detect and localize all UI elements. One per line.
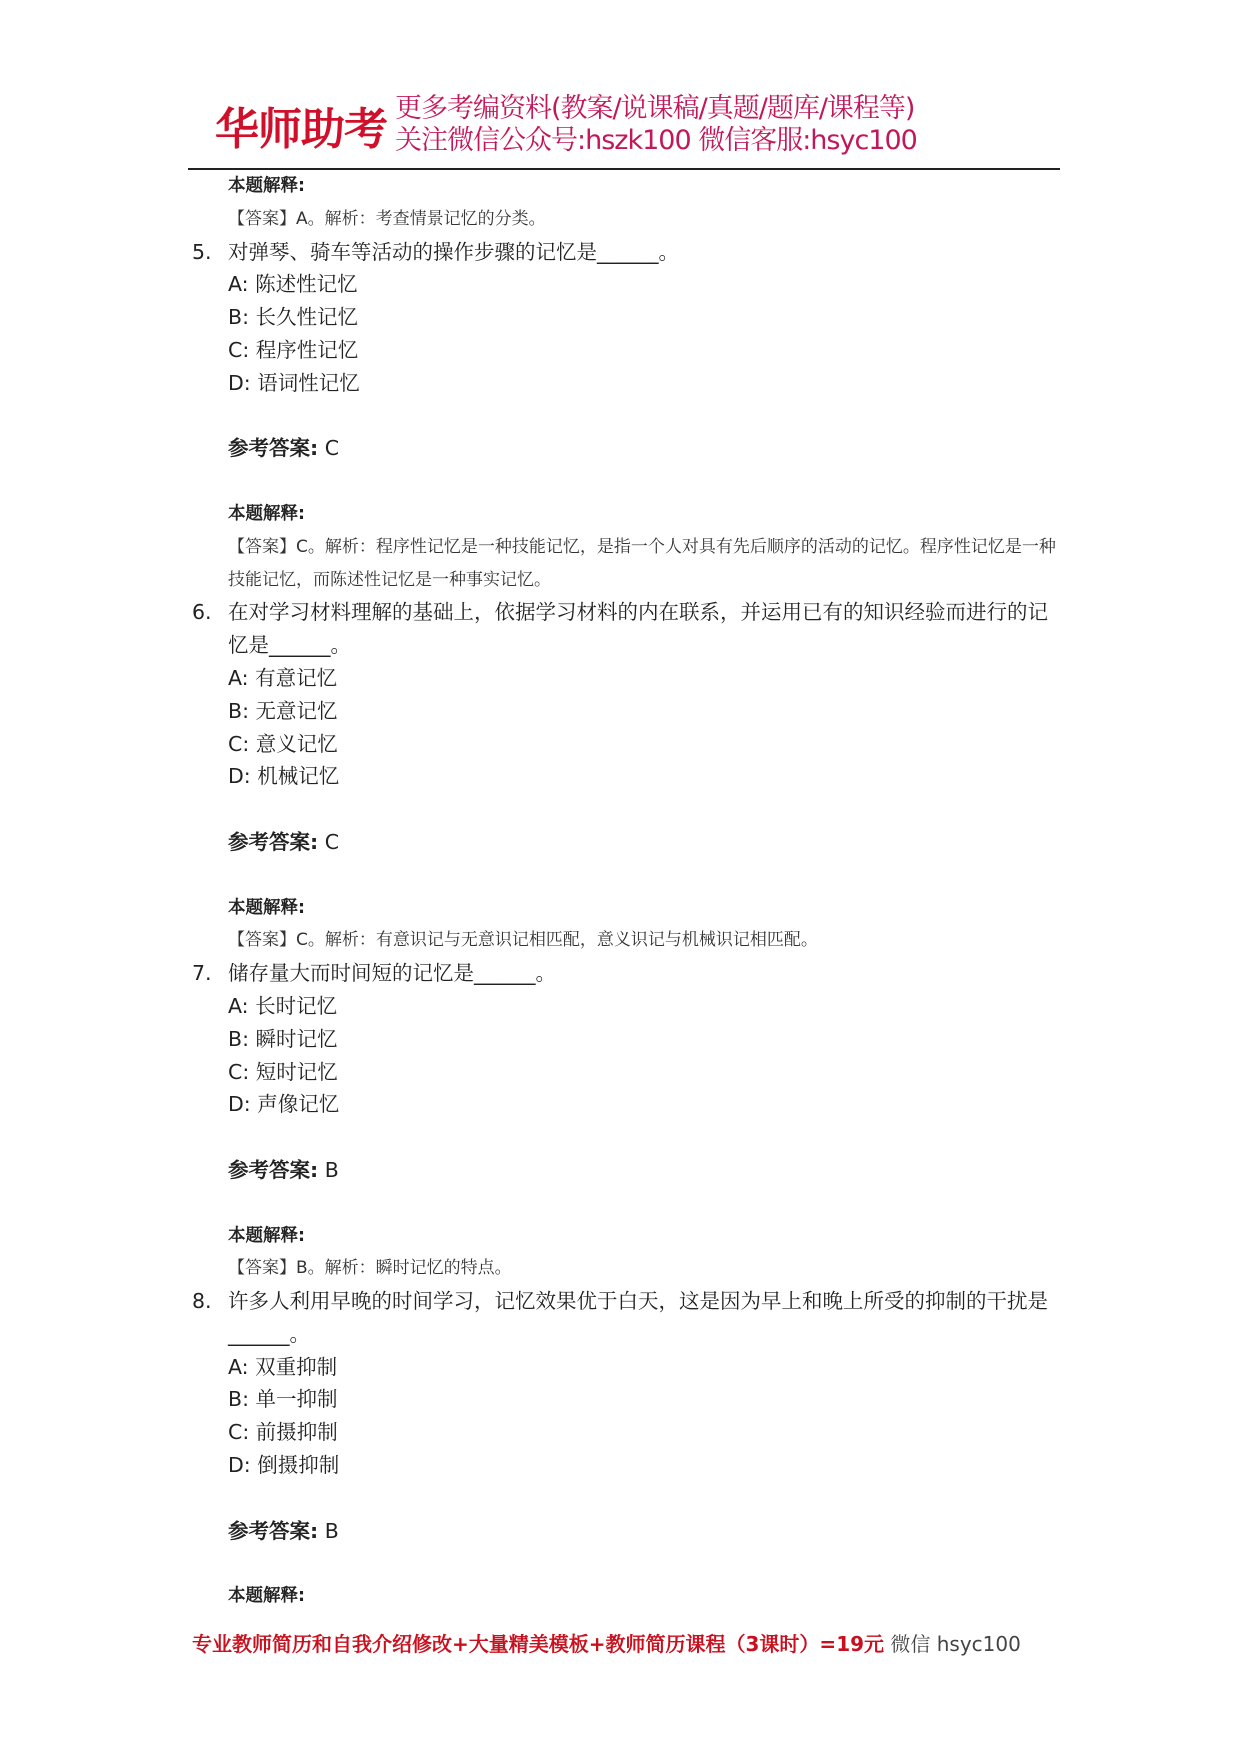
option-c: C: 意义记忆 xyxy=(228,731,338,756)
option-a: A: 长时记忆 xyxy=(228,993,338,1018)
option-a: A: 陈述性记忆 xyxy=(228,272,358,297)
option-b: B: 长久性记忆 xyxy=(228,305,358,330)
slogan-line-1: 更多考编资料(教案/说课稿/真题/题库/课程等) xyxy=(395,93,915,124)
reference-answer xyxy=(192,1515,1060,1548)
option-b: B: 瞬时记忆 xyxy=(228,1026,338,1051)
explanation-heading: 本题解释: xyxy=(228,176,305,196)
option-b: B: 无意记忆 xyxy=(228,698,338,723)
explanation-text: 【答案】C。解析：程序性记忆是一种技能记忆，是指一个人对具有先后顺序的活动的记忆。程序性记忆是一种技能记忆，而陈述性记忆是一种事实记忆。 xyxy=(228,536,1056,590)
question-number: 6. xyxy=(192,600,212,625)
question-8 xyxy=(192,1285,1060,1351)
answer-value: C xyxy=(324,829,340,854)
explanation-heading: 本题解释: xyxy=(228,1586,305,1607)
option-a: A: 有意记忆 xyxy=(228,665,338,690)
promo-text: 专业教师简历和自我介绍修改+大量精美模板+教师简历课程（3课时）=19元 xyxy=(192,1632,885,1656)
banner-slogan xyxy=(395,93,917,157)
reference-answer xyxy=(192,826,1060,859)
question-text: 储存量大而时间短的记忆是______。 xyxy=(228,961,556,986)
option-a: A: 双重抑制 xyxy=(228,1354,338,1379)
reference-label: 参考答案: xyxy=(228,829,319,854)
explanation-heading: 本题解释: xyxy=(228,1225,305,1246)
answer-value: B xyxy=(324,1518,339,1543)
option-d: D: 机械记忆 xyxy=(228,764,340,789)
option-d: D: 倒摄抑制 xyxy=(228,1453,340,1478)
question-number: 8. xyxy=(192,1289,212,1314)
explanation-text: 【答案】A。解析：考查情景记忆的分类。 xyxy=(228,208,546,229)
reference-label: 参考答案: xyxy=(228,436,319,461)
question-text: 对弹琴、骑车等活动的操作步骤的记忆是______。 xyxy=(228,239,679,264)
reference-label: 参考答案: xyxy=(228,1518,319,1543)
explanation-text: 【答案】B。解析：瞬时记忆的特点。 xyxy=(228,1258,512,1279)
question-text: 在对学习材料理解的基础上，依据学习材料的内在联系，并运用已有的知识经验而进行的记忆是______。 xyxy=(228,600,1048,658)
answer-value: B xyxy=(324,1157,339,1182)
option-c: C: 前摄抑制 xyxy=(228,1420,338,1445)
question-number: 5. xyxy=(192,239,212,264)
option-d: D: 声像记忆 xyxy=(228,1092,340,1117)
option-d: D: 语词性记忆 xyxy=(228,370,360,395)
answer-value: C xyxy=(324,436,340,461)
option-c: C: 程序性记忆 xyxy=(228,337,359,362)
reference-label: 参考答案: xyxy=(228,1157,319,1182)
question-5 xyxy=(192,236,1060,269)
explanation-heading: 本题解释: xyxy=(228,897,305,918)
reference-answer xyxy=(192,432,1060,465)
header-banner xyxy=(215,90,1045,160)
explanation-text: 【答案】C。解析：有意识记与无意识记相匹配，意义识记与机械识记相匹配。 xyxy=(228,930,818,951)
reference-answer xyxy=(192,1154,1060,1187)
option-b: B: 单一抑制 xyxy=(228,1387,338,1412)
slogan-line-2: 关注微信公众号:hszk100 微信客服:hsyc100 xyxy=(395,125,917,156)
footer-promo xyxy=(192,1628,1072,1657)
contact-text: 微信 hsyc100 xyxy=(890,1632,1021,1656)
question-6 xyxy=(192,596,1060,662)
explanation-heading: 本题解释: xyxy=(228,503,305,524)
question-7 xyxy=(192,957,1060,990)
option-c: C: 短时记忆 xyxy=(228,1059,338,1084)
question-list xyxy=(192,170,1060,1613)
question-number: 7. xyxy=(192,961,212,986)
question-text: 许多人利用早晚的时间学习，记忆效果优于白天，这是因为早上和晚上所受的抑制的干扰是______。 xyxy=(228,1289,1048,1346)
brand-logo: 华师助考 xyxy=(215,104,387,155)
